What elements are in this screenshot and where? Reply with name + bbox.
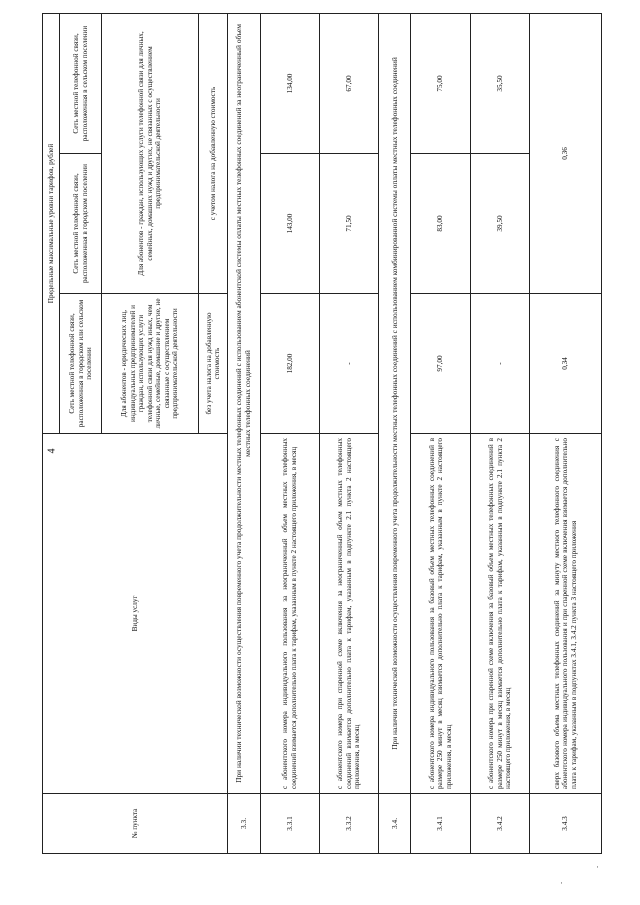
row-description: с абонентского номера индивидуального пользования за неограниченный объем местных телефонных соединений взимается дополнительно плата к тарифам, указанным в пункте 2 настоящего приложения, в месяц <box>260 434 319 794</box>
tariff-rural-value: 134,00 <box>260 13 319 153</box>
row-num: 3.3.1 <box>260 794 319 854</box>
header-with-vat: с учетом налога на добавленную стоимость <box>198 13 228 293</box>
header-citizens: Для абонентов - граждан, использующих услуги телефонной связи для личных, семейных, домашних нужд и других, не связанных с осуществлением предпринимательской деятельности <box>102 13 198 293</box>
header-without-vat: без учета налога на добавленную стоимость <box>198 294 228 434</box>
row-num: 3.4.3 <box>530 794 602 854</box>
tariff-legal-value: - <box>319 294 378 434</box>
scan-speck: · <box>560 878 563 888</box>
header-legal-entities: Для абонентов - юридических лиц, индивидуальных предпринимателей и граждан, использующих услуги телефонной связи для нужд иных, чем личные, семейные, домашние и другие, не связанные с осуществлением предпринимательской деятельности <box>102 294 198 434</box>
row-num: 3.4.1 <box>411 794 470 854</box>
row-description: сверх базового объема местных телефонных соединений за минуту местного телефонного соединения с абонентского номера индивидуального пользования и при спаренной схеме включения взимается дополнительно плата к тарифам, указанным в подпунктах 3.4.1, 3.4.2 пункта 3 настоящего приложения <box>530 434 602 794</box>
tariff-urban-value: 39,50 <box>470 154 529 294</box>
page-number: 4 <box>46 448 58 454</box>
tariff-legal-value: 0,34 <box>530 294 602 434</box>
scan-speck: · <box>596 862 599 872</box>
section-title: При наличии технической возможности осуществления повременного учета продолжительности местных телефонных соединений с использованием комбинированной системы оплаты местных телефонных соединений <box>379 13 411 793</box>
header-urban-or-rural: Сеть местной телефонной связи, расположенная в городском или сельском поселении <box>60 294 102 434</box>
tariff-table <box>42 13 602 854</box>
tariff-rural-value: 35,50 <box>470 13 529 153</box>
tariff-legal-value: 97,00 <box>411 294 470 434</box>
header-limit-title: Предельные максимальные уровни тарифов, рублей <box>43 13 60 433</box>
section-title: При наличии технической возможности осуществления повременного учета продолжительности местных телефонных соединений с использованием абонентской системы оплаты местных телефонных соединений за неограниченный объем местных телефонных соединений <box>228 13 260 793</box>
tariff-citizens-merged-value: 0,36 <box>530 13 602 293</box>
header-rural-network: Сеть местной телефонной связи, расположенная в сельском поселении <box>60 13 102 153</box>
header-urban-network: Сеть местной телефонной связи, расположенная в городском поселении <box>60 154 102 294</box>
tariff-table-rotated <box>42 14 602 854</box>
tariff-urban-value: 143,00 <box>260 154 319 294</box>
tariff-urban-value: 71,50 <box>319 154 378 294</box>
section-num: 3.4. <box>379 794 411 854</box>
row-num: 3.3.2 <box>319 794 378 854</box>
tariff-urban-value: 83,00 <box>411 154 470 294</box>
tariff-legal-value: 182,00 <box>260 294 319 434</box>
header-col-services: Виды услуг <box>43 434 228 794</box>
tariff-rural-value: 67,00 <box>319 13 378 153</box>
tariff-rural-value: 75,00 <box>411 13 470 153</box>
header-col-num: № пункта <box>43 794 228 854</box>
row-description: с абонентского номера при спаренной схеме включения за неограниченный объем местных телефонных соединений взимается дополнительно плата к тарифам, указанным в подпункте 2.1 пункта 2 настоящего приложения, в месяц <box>319 434 378 794</box>
row-num: 3.4.2 <box>470 794 529 854</box>
section-num: 3.3. <box>228 794 260 854</box>
row-description: с абонентского номера при спаренной схеме включения за базовый объем местных телефонных соединений в размере 250 минут в месяц взимается дополнительно плата к тарифам, указанным в подпункте 2.1 пункта 2 настоящего приложения, в месяц <box>470 434 529 794</box>
row-description: с абонентского номера индивидуального пользования за базовый объем местных телефонных соединений в размере 250 минут в месяц взимается дополнительно плата к тарифам, указанным в пункте 2 настоящего приложения, в месяц <box>411 434 470 794</box>
tariff-legal-value: - <box>470 294 529 434</box>
